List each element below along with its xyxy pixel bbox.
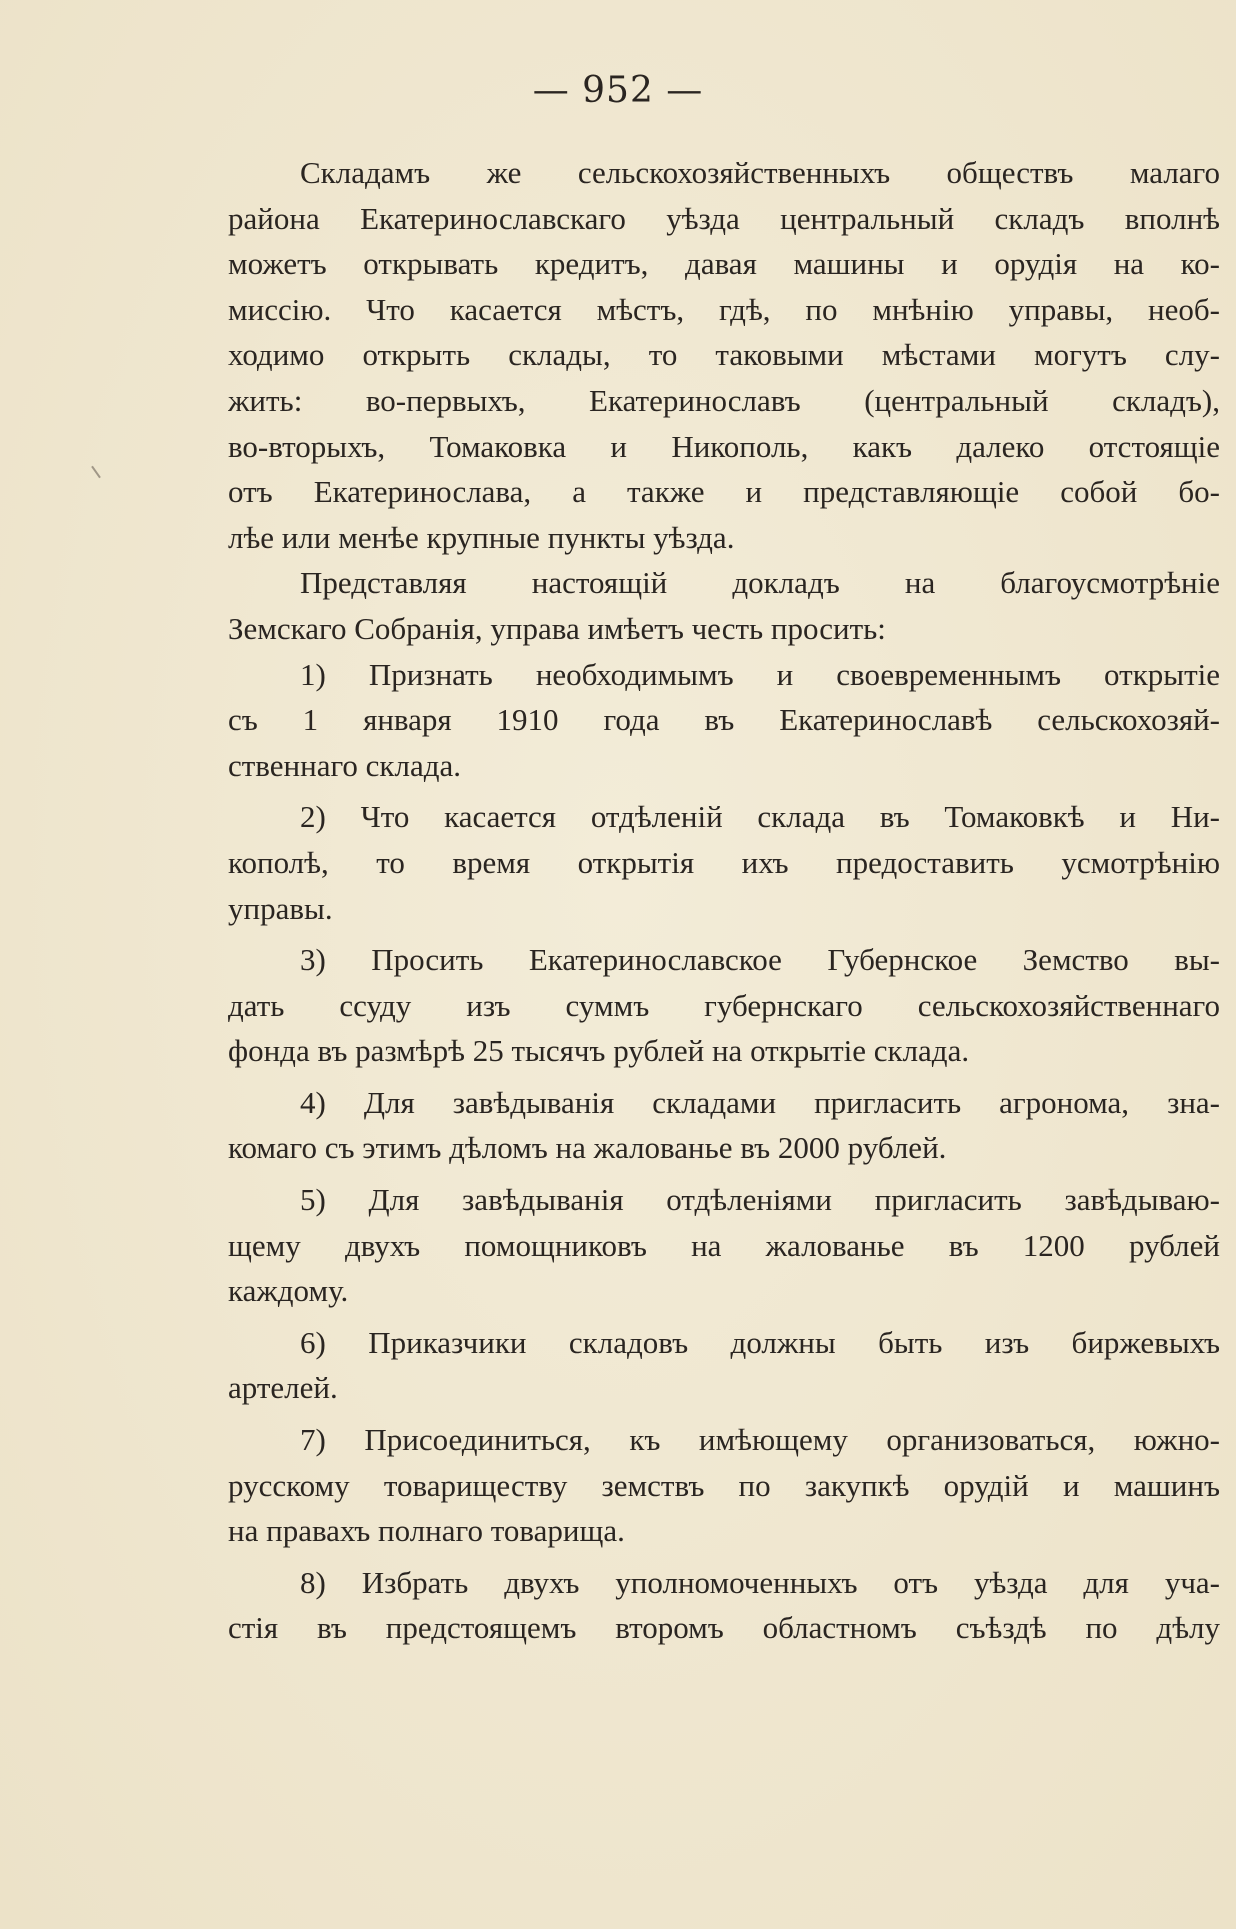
text-line: 8) Избрать двухъ уполномоченныхъ отъ уѣзда для уча- <box>300 1564 1220 1600</box>
text-line: 1) Признать необходимымъ и своевременнымъ открытіе <box>300 656 1220 692</box>
text-line: жить: во-первыхъ, Екатеринославъ (центральный складъ), <box>228 382 1220 418</box>
text-line: кополѣ, то время открытія ихъ предоставить усмотрѣнію <box>228 844 1220 880</box>
text-line: 3) Просить Екатеринославское Губернское Земство вы- <box>300 942 1220 978</box>
text-line: миссію. Что касается мѣстъ, гдѣ, по мнѣнію управы, необ- <box>228 291 1220 327</box>
text-line: русскому товариществу земствъ по закупкѣ орудій и машинъ <box>228 1467 1220 1503</box>
text-line: стія въ предстоящемъ второмъ областномъ съѣздѣ по дѣлу <box>228 1610 1220 1646</box>
text-line: отъ Екатеринослава, а также и представляющіе собой бо- <box>228 474 1220 510</box>
text-line: во-вторыхъ, Томаковка и Никополь, какъ далеко отстоящіе <box>228 428 1220 464</box>
text-line: управы. <box>228 890 333 926</box>
text-line: съ 1 января 1910 года въ Екатеринославѣ сельскохозяй- <box>228 702 1220 738</box>
text-line: фонда въ размѣрѣ 25 тысячъ рублей на открытіе склада. <box>228 1033 970 1069</box>
text-line: лѣе или менѣе крупные пункты уѣзда. <box>228 519 735 555</box>
text-line: можетъ открывать кредитъ, давая машины и орудія на ко- <box>228 246 1220 282</box>
text-line: ходимо открыть склады, то таковыми мѣстами могутъ слу- <box>228 337 1220 373</box>
margin-mark <box>91 466 101 479</box>
page-number: — 952 — <box>532 70 704 111</box>
text-line: Представляя настоящій докладъ на благоусмотрѣніе <box>300 565 1220 601</box>
text-line: комаго съ этимъ дѣломъ на жалованье въ 2000 рублей. <box>228 1130 947 1166</box>
text-line: Складамъ же сельскохозяйственныхъ обществъ малаго <box>300 155 1220 190</box>
text-line: щему двухъ помощниковъ на жалованье въ 1200 рублей <box>228 1227 1220 1263</box>
text-line: дать ссуду изъ суммъ губернскаго сельскохозяйственнаго <box>228 987 1220 1023</box>
text-line: 4) Для завѣдыванія складами пригласить агронома, зна- <box>300 1084 1220 1120</box>
text-line: артелей. <box>228 1370 338 1406</box>
text-line: 2) Что касается отдѣленій склада въ Томаковкѣ и Ни- <box>300 799 1220 835</box>
text-line: района Екатеринославскаго уѣзда центральный складъ вполнѣ <box>228 200 1220 236</box>
text-line: каждому. <box>228 1273 349 1309</box>
text-line: на правахъ полнаго товарища. <box>228 1513 625 1549</box>
text-line: 5) Для завѣдыванія отдѣленіями пригласить завѣдываю- <box>300 1182 1220 1218</box>
text-line: 6) Приказчики складовъ должны быть изъ биржевыхъ <box>300 1324 1220 1360</box>
text-line: Земскаго Собранія, управа имѣетъ честь просить: <box>228 610 886 646</box>
text-line: ственнаго склада. <box>228 747 461 783</box>
body-text <box>228 150 1220 1651</box>
text-line: 7) Присоединиться, къ имѣющему организоваться, южно- <box>300 1422 1220 1458</box>
